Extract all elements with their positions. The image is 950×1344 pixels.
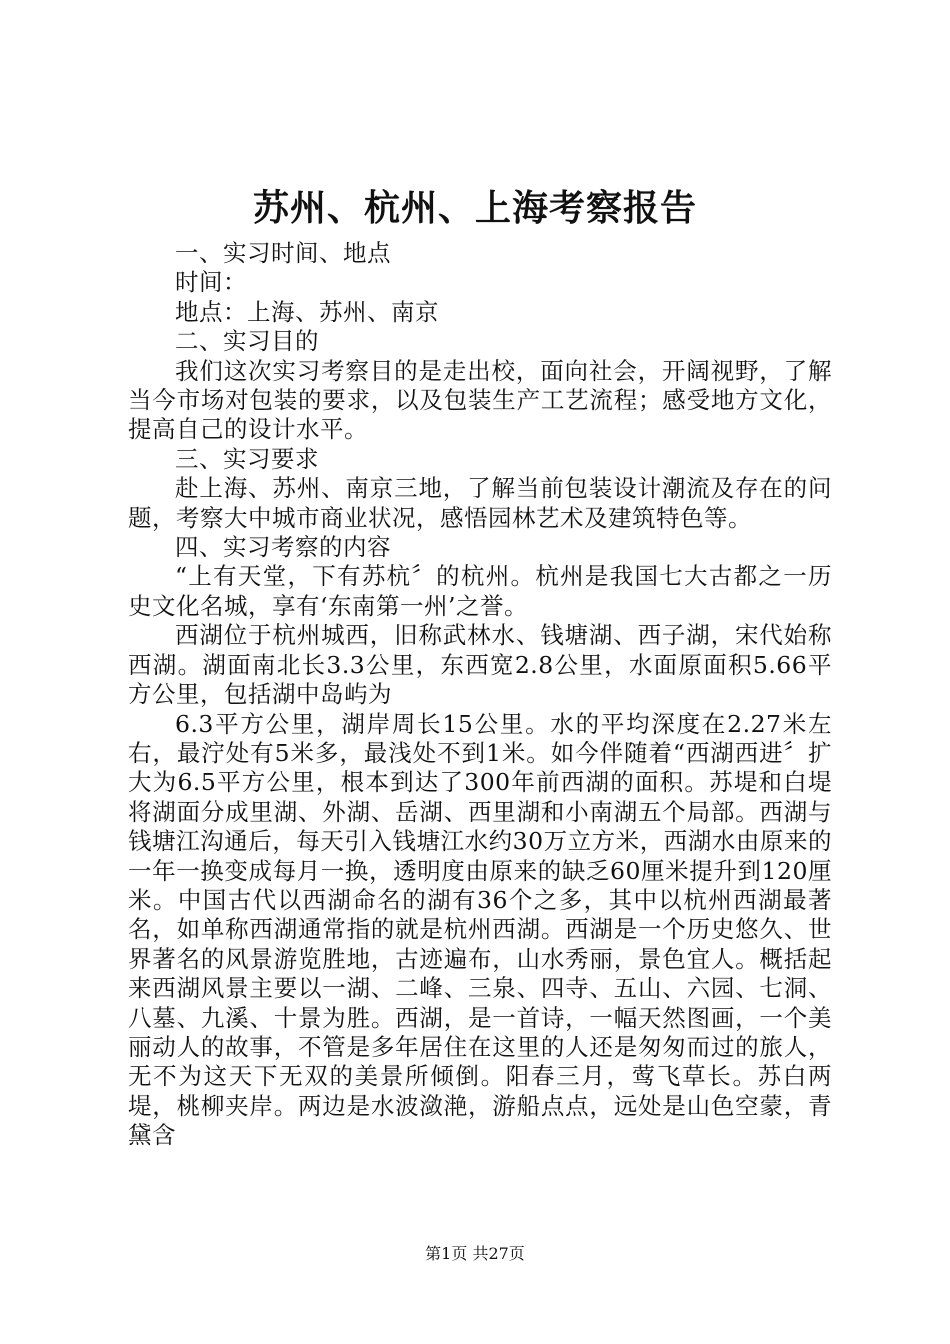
section-heading: 三、实习要求 <box>175 444 319 473</box>
document-body <box>128 239 832 1151</box>
paragraph: 我们这次实习考察目的是走出校，面向社会，开阔视野，了解当今市场对包装的要求，以及包装生产工艺流程；感受地方文化，提高自己的设计水平。 <box>128 356 832 444</box>
page-footer: 第1页 共27页 <box>425 1244 525 1263</box>
document-title: 苏州、杭州、上海考察报告 <box>252 187 697 229</box>
section-heading: 四、实习考察的内容 <box>175 533 391 562</box>
section-heading: 一、实习时间、地点 <box>175 239 391 267</box>
time-line: 时间： <box>175 268 247 297</box>
location-line: 地点：上海、苏州、南京 <box>175 297 439 326</box>
paragraph: “上有天堂，下有苏杭〞的杭州。杭州是我国七大古都之一历史文化名城，享有‘东南第一州’之誉。 <box>128 562 832 620</box>
paragraph: 赴上海、苏州、南京三地，了解当前包装设计潮流及存在的问题，考察大中城市商业状况，感悟园林艺术及建筑特色等。 <box>128 474 832 532</box>
section-heading: 二、实习目的 <box>175 327 319 356</box>
paragraph: 6.3平方公里，湖岸周长15公里。水的平均深度在2.27米左右，最泞处有5米多，最浅处不到1米。如今伴随着“西湖西进〞扩大为6.5平方公里，根本到达了300年前西湖的面积。苏堤和白堤将湖面分成里湖、外湖、岳湖、西里湖和小南湖五个局部。西湖与钱塘江沟通后，每天引入钱塘江水约30万立方米，西湖水由原来的一年一换变成每月一换，透明度由原来的缺乏60厘米提升到120厘米。中国古代以西湖命名的湖有36个之多，其中以杭州西湖最著名，如单称西湖通常指的就是杭州西湖。西湖是一个历史悠久、世界著名的风景游览胜地，古迹遍布，山水秀丽，景色宜人。概括起来西湖风景主要以一湖、二峰、三泉、四寺、五山、六园、七洞、八墓、九溪、十景为胜。西湖，是一首诗，一幅天然图画，一个美丽动人的故事，不管是多年居住在这里的人还是匆匆而过的旅人，无不为这天下无双的美景所倾倒。阳春三月，莺飞草长。苏白两堤，桃柳夹岸。两边是水波潋滟，游船点点，远处是山色空蒙，青黛含 <box>128 709 832 1150</box>
paragraph: 西湖位于杭州城西，旧称武林水、钱塘湖、西子湖，宋代始称西湖。湖面南北长3.3公里，东西宽2.8公里，水面原面积5.66平方公里，包括湖中岛屿为 <box>128 621 832 709</box>
